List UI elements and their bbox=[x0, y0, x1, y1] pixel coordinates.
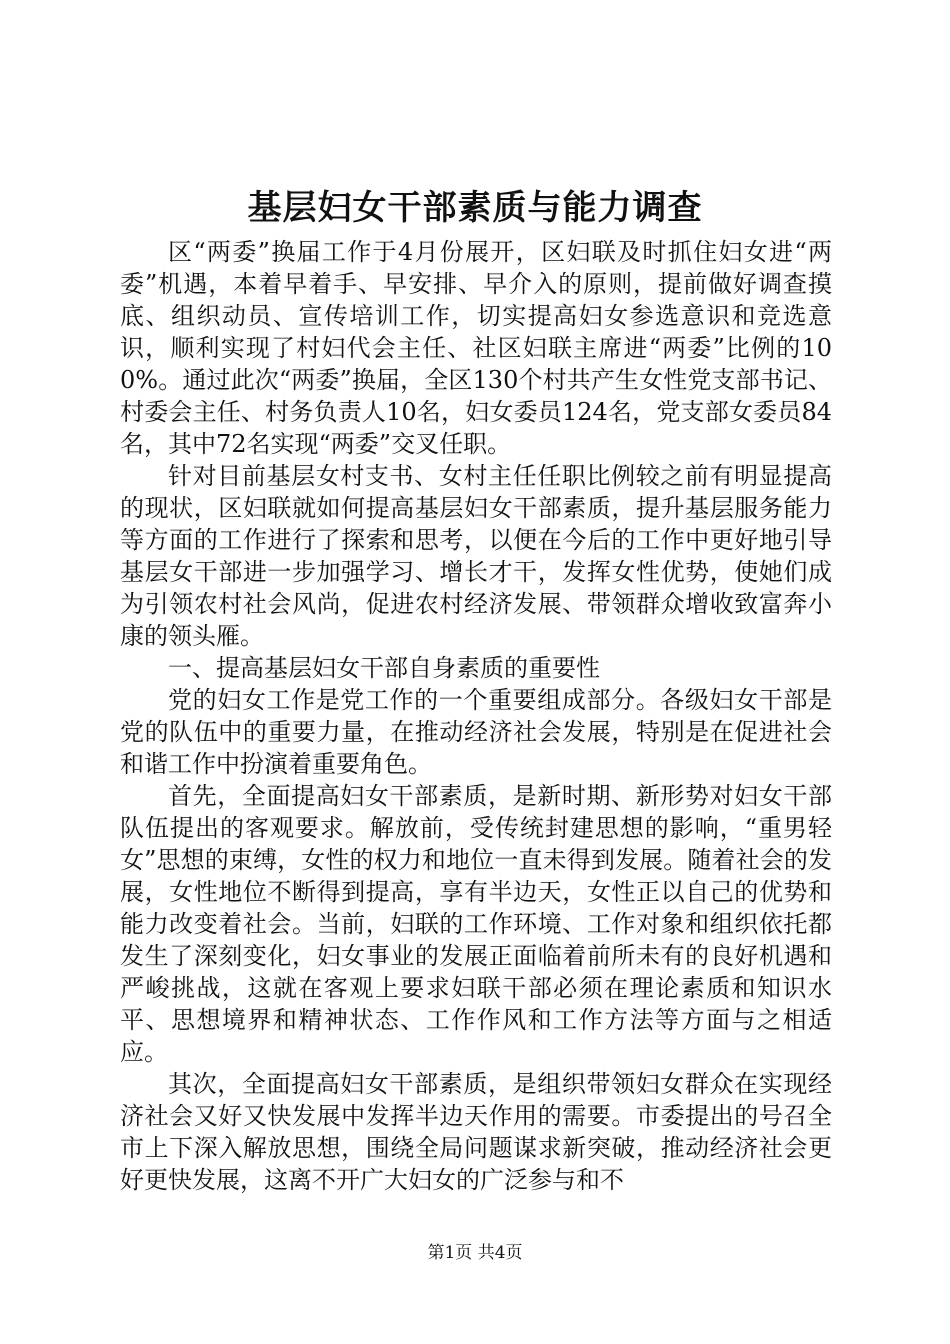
paragraph-1: 区“两委”换届工作于4月份展开，区妇联及时抓住妇女进“两委”机遇，本着早着手、早安排、早介入的原则，提前做好调查摸底、组织动员、宣传培训工作，切实提高妇女参选意识和竞选意识，顺利实现了村妇代会主任、社区妇联主席进“两委”比例的100%。通过此次“两委”换届，全区130个村共产生女性党支部书记、村委会主任、村务负责人10名，妇女委员124名，党支部女委员84名，其中72名实现“两委”交叉任职。 bbox=[120, 238, 832, 458]
paragraph-4: 首先，全面提高妇女干部素质，是新时期、新形势对妇女干部队伍提出的客观要求。解放前，受传统封建思想的影响，“重男轻女”思想的束缚，女性的权力和地位一直未得到发展。随着社会的发展，女性地位不断得到提高，享有半边天，女性正以自己的优势和能力改变着社会。当前，妇联的工作环境、工作对象和组织依托都发生了深刻变化，妇女事业的发展正面临着前所未有的良好机遇和严峻挑战，这就在客观上要求妇联干部必须在理论素质和知识水平、思想境界和精神状态、工作作风和工作方法等方面与之相适应。 bbox=[120, 782, 832, 1066]
document-body bbox=[120, 236, 832, 1196]
section-heading-1: 一、提高基层妇女干部自身素质的重要性 bbox=[168, 654, 600, 682]
page-footer: 第1页 共4页 bbox=[427, 1243, 523, 1263]
paragraph-3: 党的妇女工作是党工作的一个重要组成部分。各级妇女干部是党的队伍中的重要力量，在推动经济社会发展，特别是在促进社会和谐工作中扮演着重要角色。 bbox=[120, 686, 832, 778]
paragraph-5: 其次，全面提高妇女干部素质，是组织带领妇女群众在实现经济社会又好又快发展中发挥半边天作用的需要。市委提出的号召全市上下深入解放思想，围绕全局问题谋求新突破，推动经济社会更好更快发展，这离不开广大妇女的广泛参与和不 bbox=[120, 1070, 832, 1194]
document-title: 基层妇女干部素质与能力调查 bbox=[247, 188, 703, 228]
paragraph-2: 针对目前基层女村支书、女村主任任职比例较之前有明显提高的现状，区妇联就如何提高基层妇女干部素质，提升基层服务能力等方面的工作进行了探索和思考，以便在今后的工作中更好地引导基层女干部进一步加强学习、增长才干，发挥女性优势，使她们成为引领农村社会风尚，促进农村经济发展、带领群众增收致富奔小康的领头雁。 bbox=[120, 462, 832, 650]
